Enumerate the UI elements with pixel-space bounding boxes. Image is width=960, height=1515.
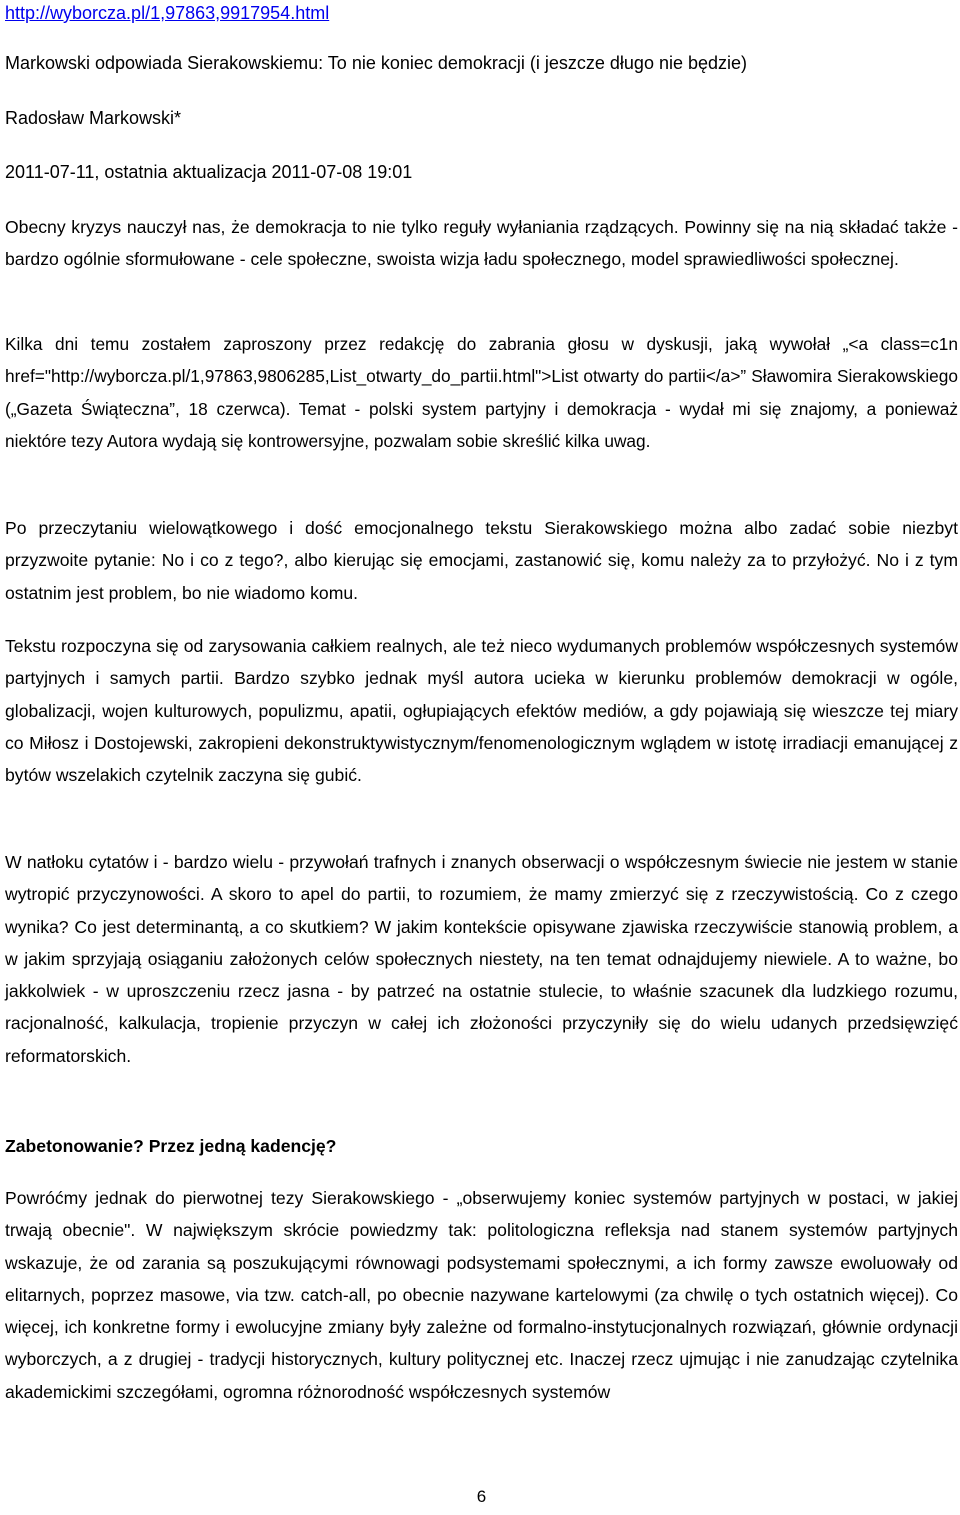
article-title: Markowski odpowiada Sierakowskiemu: To nie koniec demokracji (i jeszcze długo nie będzie)	[5, 53, 748, 73]
paragraph-4: Tekstu rozpoczyna się od zarysowania całkiem realnych, ale też nieco wydumanych problemów współczesnych systemów partyjnych i samych partii. Bardzo szybko jednak myśl autora ucieka w kierunku problemów demokracji w ogóle, globalizacji, wojen kulturowych, populizmu, apatii, ogłupiających efektów mediów, a gdy pojawiają się wieszcze tej miary co Miłosz i Dostojewski, zakropieni dekonstruktywistycznym/fenomenologicznym wglądem w istotę irradiacji emanującej z bytów wszelakich czytelnik zaczyna się gubić.	[5, 636, 958, 786]
paragraph-6: Powróćmy jednak do pierwotnej tezy Sierakowskiego - „obserwujemy koniec systemów partyjnych w postaci, w jakiej trwają obecnie". W największym skrócie powiedzmy tak: politologiczna refleksja nad stanem systemów partyjnych wskazuje, że od zarania są poszukującymi równowagi podsystemami społecznymi, a ich formy zawsze ewoluowały od elitarnych, poprzez masowe, via tzw. catch-all, po obecnie nazywane kartelowymi (za chwilę o tych ostatnich więcej). Co więcej, ich konkretne formy i ewolucyjne zmiany były zależne od formalno-instytucjonalnych rozwiązań, głównie ordynacji wyborczych, a z drugiej - tradycji historycznych, kultury politycznej etc. Inaczej rzecz ujmując i nie zanudzając czytelnika akademickimi szczegółami, ogromna różnorodność współczesnych systemów	[5, 1188, 958, 1402]
source-url-link[interactable]: http://wyborcza.pl/1,97863,9917954.html	[5, 3, 330, 23]
page-number: 6	[476, 1487, 487, 1506]
paragraph-1: Obecny kryzys nauczył nas, że demokracja to nie tylko reguły wyłaniania rządzących. Powinny się na nią składać także - bardzo ogólnie sformułowane - cele społeczne, swoista wizja ładu społecznego, model sprawiedliwości społecznej.	[5, 217, 958, 270]
article-date: 2011-07-11, ostatnia aktualizacja 2011-07-08 19:01	[5, 162, 413, 182]
paragraph-2: Kilka dni temu zostałem zaproszony przez redakcję do zabrania głosu w dyskusji, jaką wywołał „<a class=c1n href="http://wyborcza.pl/1,97863,9806285,List_otwarty_do_partii.html">List otwarty do partii</a>” Sławomira Sierakowskiego („Gazeta Świąteczna”, 18 czerwca). Temat - polski system partyjny i demokracja - wydał mi się znajomy, a ponieważ niektóre tezy Autora wydają się kontrowersyjne, pozwalam sobie skreślić kilka uwag.	[5, 334, 958, 451]
section-subheading: Zabetonowanie? Przez jedną kadencję?	[5, 1136, 337, 1156]
article-author: Radosław Markowski*	[5, 108, 182, 128]
paragraph-5: W natłoku cytatów i - bardzo wielu - przywołań trafnych i znanych obserwacji o współczesnym świecie nie jestem w stanie wytropić przyczynowości. A skoro to apel do partii, to rozumiem, że mamy zmierzyć się z rzeczywistością. Co z czego wynika? Co jest determinantą, a co skutkiem? W jakim kontekście opisywane zjawiska rzeczywiście stanowią problem, a w jakim sprzyjają osiąganiu założonych celów społecznych niestety, na ten temat odnajdujemy niewiele. A to ważne, bo jakkolwiek - w uproszczeniu rzecz jasna - by patrzeć na ostatnie stulecie, to właśnie szacunek dla ludzkiego rozumu, racjonalność, kalkulacja, tropienie przyczyn w całej ich złożoności przyczyniły się do wielu udanych przedsięwzięć reformatorskich.	[5, 852, 958, 1066]
paragraph-3: Po przeczytaniu wielowątkowego i dość emocjonalnego tekstu Sierakowskiego można albo zadać sobie niezbyt przyzwoite pytanie: No i co z tego?, albo kierując się emocjami, zastanowić się, komu należy za to przyłożyć. No i z tym ostatnim jest problem, bo nie wiadomo komu.	[5, 518, 958, 603]
